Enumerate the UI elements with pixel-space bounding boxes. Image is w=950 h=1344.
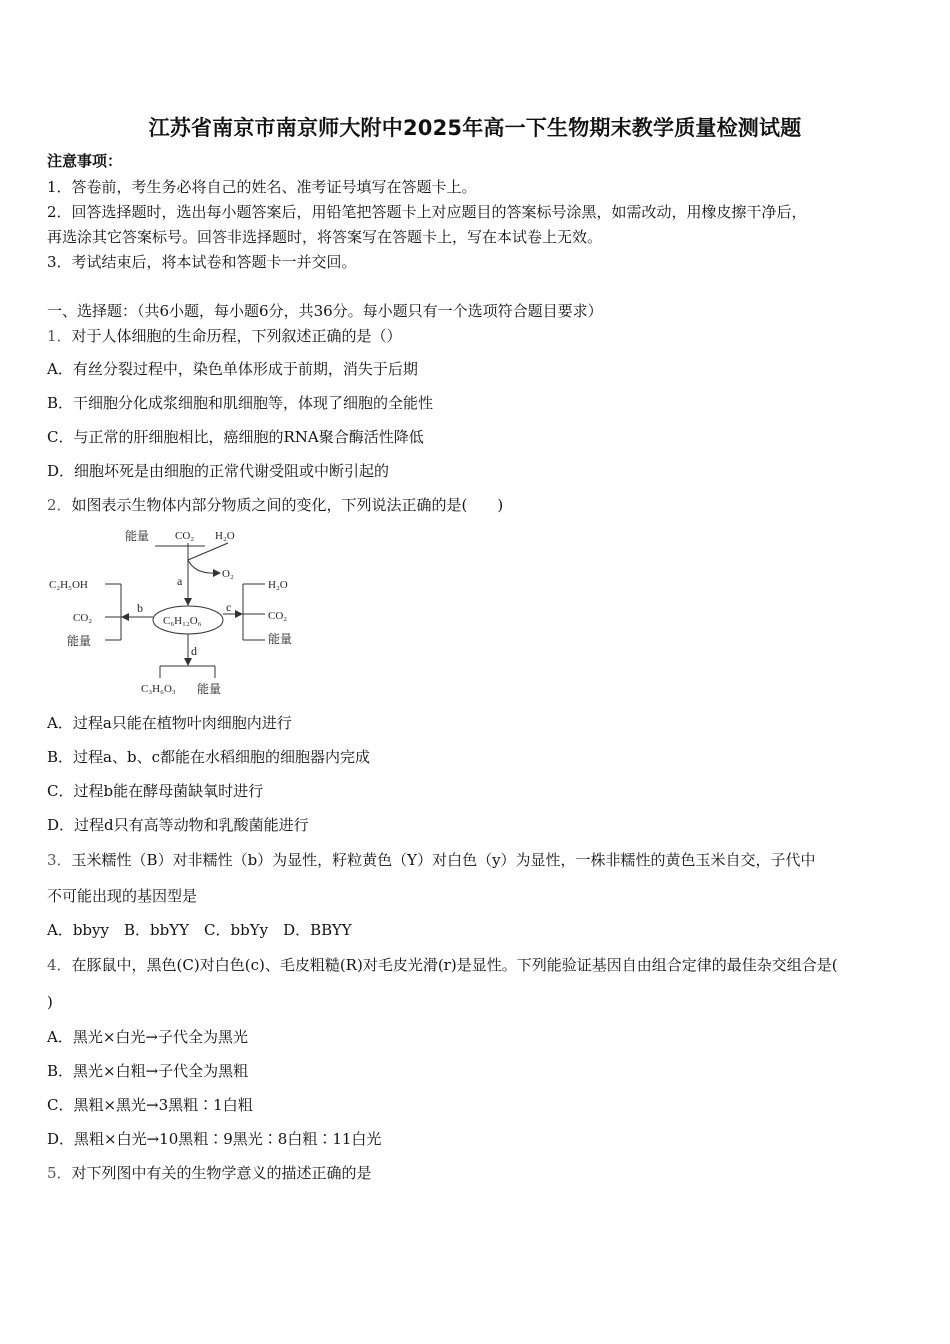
section-heading: 一、选择题：（共6小题，每小题6分，共36分。每小题只有一个选项符合题目要求） [47, 302, 603, 320]
notice-item: 3．考试结束后，将本试卷和答题卡一并交回。 [47, 253, 357, 271]
option-c: C．过程b能在酵母菌缺氧时进行 [47, 782, 264, 800]
question-2 [47, 495, 503, 515]
diagram-right-h2o: H₂O [268, 579, 288, 591]
diagram-label-c: c [226, 600, 232, 614]
option-d: D．细胞坏死是由细胞的正常代谢受阻或中断引起的 [47, 462, 390, 480]
diagram-left-ethanol: C₂H₅OH [49, 579, 88, 591]
diagram-right-co2: CO₂ [268, 610, 288, 622]
question-number: 4． [47, 956, 72, 974]
diagram-o2-curve [188, 560, 215, 573]
question-number: 5． [47, 1164, 72, 1182]
notice-item: 2．回答选择题时，选出每小题答案后，用铅笔把答题卡上对应题目的答案标号涂黑，如需改动，用橡皮擦干净后， [47, 203, 807, 221]
diagram-left-energy: 能量 [67, 634, 92, 648]
diagram-label-b: b [137, 601, 143, 615]
option-b: B．黑光×白粗→子代全为黑粗 [47, 1062, 249, 1080]
diagram-top-energy: 能量 [125, 529, 150, 543]
question-stem: 如图表示生物体内部分物质之间的变化，下列说法正确的是( ) [71, 496, 504, 514]
question-4 [47, 955, 838, 975]
question-stem: 在豚鼠中，黑色(C)对白色(c)、毛皮粗糙(R)对毛皮光滑(r)是显性。下列能验证基因自由组合定律的最佳杂交组合是( [71, 956, 838, 974]
diagram-left-co2: CO₂ [73, 612, 93, 624]
notice-heading: 注意事项： [47, 152, 123, 170]
diagram-arrowhead-b [121, 613, 129, 621]
question-number: 1． [47, 327, 72, 345]
diagram-o2: O₂ [222, 568, 234, 580]
diagram-right-energy: 能量 [268, 632, 293, 646]
diagram-top-co2: CO₂ [175, 530, 195, 542]
option-a: A．过程a只能在植物叶肉细胞内进行 [47, 714, 292, 732]
diagram-label-a: a [177, 574, 183, 588]
option-b: B．干细胞分化成浆细胞和肌细胞等，体现了细胞的全能性 [47, 394, 434, 412]
diagram-bottom-energy: 能量 [197, 682, 222, 696]
option-d: D．黑粗×白光→10黑粗∶9黑光∶8白粗∶11白光 [47, 1130, 382, 1148]
notice-item: 1．答卷前，考生务必将自己的姓名、准考证号填写在答题卡上。 [47, 178, 477, 196]
option-c: C．与正常的肝细胞相比，癌细胞的RNA聚合酶活性降低 [47, 428, 424, 446]
question-stem: 对下列图中有关的生物学意义的描述正确的是 [71, 1164, 372, 1182]
question-5 [47, 1163, 372, 1183]
diagram-arrowhead-c [235, 610, 243, 618]
question-3-options: A．bbyy B．bbYY C．bbYy D．BBYY [47, 921, 352, 939]
question-1 [47, 326, 402, 346]
diagram-glucose-label: C₆H₁₂O₆ [163, 615, 202, 627]
question-stem: 玉米糯性（B）对非糯性（b）为显性，籽粒黄色（Y）对白色（y）为显性，一株非糯性的黄色玉米自交，子代中 [71, 851, 816, 869]
question-number: 2． [47, 496, 72, 514]
diagram-top-h2o: H₂O [215, 530, 235, 542]
diagram-arrowhead-a [184, 598, 192, 606]
diagram-bottom-lactate: C₃H₆O₃ [141, 683, 176, 695]
notice-item: 再选涂其它答案标号。回答非选择题时，将答案写在答题卡上，写在本试卷上无效。 [47, 228, 603, 246]
option-d: D．过程d只有高等动物和乳酸菌能进行 [47, 816, 309, 834]
question-number: 3． [47, 851, 72, 869]
option-a: A．黑光×白光→子代全为黑光 [47, 1028, 248, 1046]
question-3 [47, 850, 816, 870]
option-b: B．过程a、b、c都能在水稻细胞的细胞器内完成 [47, 748, 370, 766]
option-a: A．有丝分裂过程中，染色单体形成于前期，消失于后期 [47, 360, 418, 378]
question-3-continued: 不可能出现的基因型是 [47, 887, 198, 905]
metabolism-diagram [45, 522, 315, 700]
diagram-arrowhead-o2 [213, 569, 221, 577]
diagram-arrowhead-d [184, 658, 192, 666]
question-stem: 对于人体细胞的生命历程，下列叙述正确的是（） [71, 327, 402, 345]
diagram-label-d: d [191, 644, 197, 658]
option-c: C．黑粗×黑光→3黑粗∶1白粗 [47, 1096, 253, 1114]
page-title: 江苏省南京市南京师大附中2025年高一下生物期末教学质量检测试题 [148, 116, 802, 140]
question-4-continued: ) [47, 993, 53, 1011]
